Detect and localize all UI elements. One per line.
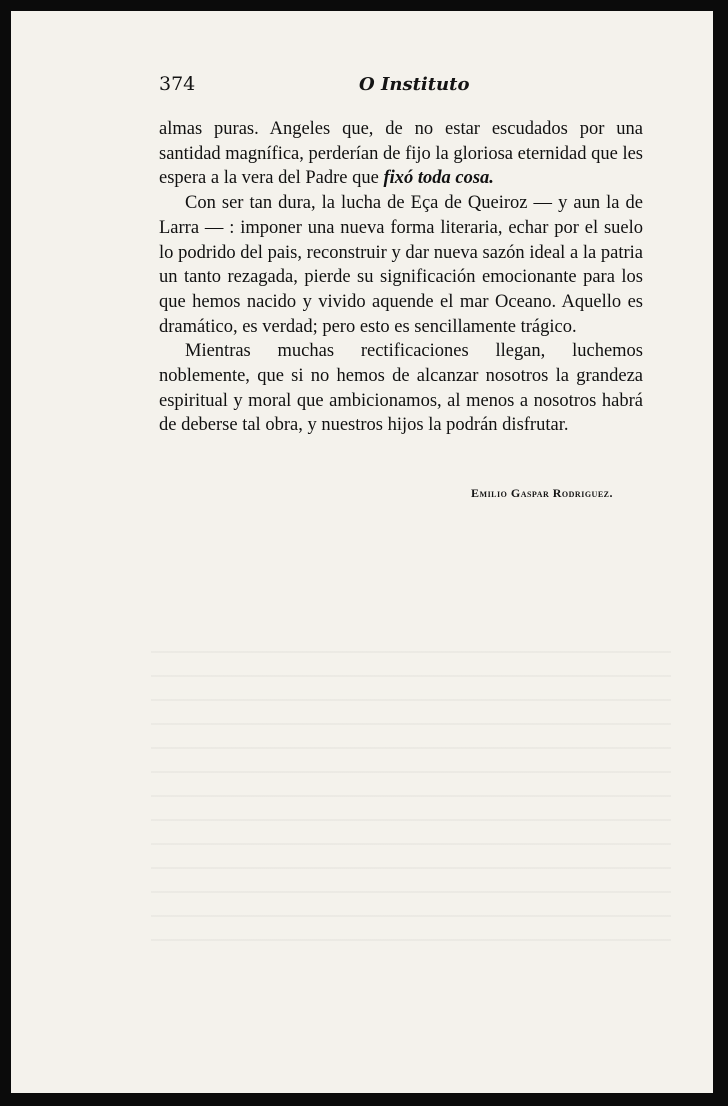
paragraph-2: Con ser tan dura, la lucha de Eça de Queiroz — y aun la de Larra — : imponer una nueva forma literaria, echar por el suelo lo podrido del pais, reconstruir y dar nueva sazón ideal a la patria un tanto rezagada, pierde su significación emocionante para los que hemos nacido y vivido aquende el mar Oceano. Aquello es dramático, es verdad; pero esto es sencillamente trágico. [159, 193, 643, 337]
page-header [159, 73, 639, 101]
page [8, 8, 716, 1096]
show-through-texture [151, 651, 671, 951]
page-number: 374 [159, 73, 196, 95]
paragraph-1-emphasis: fixó toda cosa. [383, 168, 494, 189]
paragraph-1 [159, 117, 643, 191]
author-signature: Emilio Gaspar Rodriguez. [471, 486, 613, 500]
body-text [159, 117, 643, 438]
running-title: O Instituto [359, 74, 470, 95]
paragraph-1-text: almas puras. Angeles que, de no estar escudados por una santidad magnífica, perderían de fijo la gloriosa eternidad que les espera a la vera del Padre que [159, 119, 643, 189]
paragraph-3: Mientras muchas rectificaciones llegan, luchemos noblemente, que si no hemos de alcanzar nosotros la grandeza espiritual y moral que ambicionamos, al menos a nosotros habrá de deberse tal obra, y nuestros hijos la podrán disfrutar. [159, 341, 643, 436]
